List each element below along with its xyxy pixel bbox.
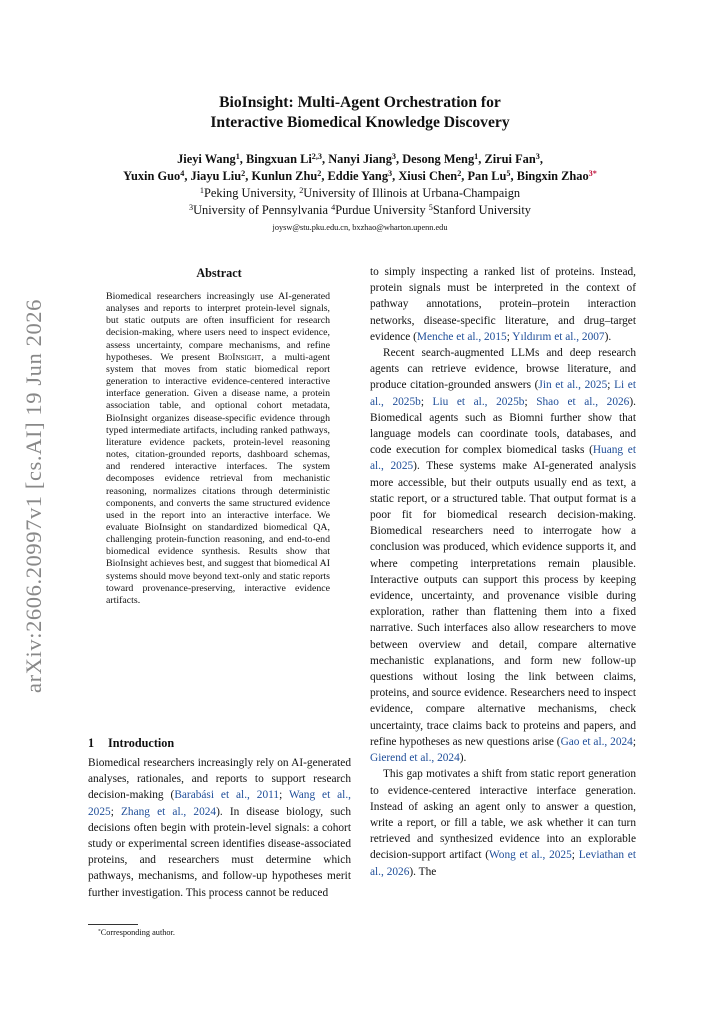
affiliation-name: University of Illinois at Urbana-Champaign [303, 186, 521, 200]
author-line-2: Yuxin Guo$^4$, Jiayu Liu$^2$, Kunlun Zhu$^2$, Eddie Yang$^3$, Xiusi Chen$^2$, Pan Lu$^5$, Bingxin Zhao$^{3*}$ [123, 168, 597, 183]
citation-link[interactable]: Gao et al., 2024 [560, 735, 633, 748]
section-number: 1 [88, 736, 95, 750]
citation-link[interactable]: Shao et al., 2026 [536, 395, 630, 408]
paragraph-text: ; [607, 379, 615, 392]
footnote [98, 927, 350, 938]
author-affiliation-mark: 4 [180, 168, 185, 178]
affiliation-mark: 2 [299, 185, 304, 195]
citation-link[interactable]: Barabási et al., 2011 [174, 789, 280, 802]
paragraph-text: to simply inspecting a ranked list of proteins. Instead, protein signals must be interpreted in the context of pathway annotations, protein–protein interaction networks, disease-specific literature, and drug–target evidence ( [370, 266, 636, 343]
affiliation-mark: 3 [189, 202, 194, 212]
paragraph-text: Biomedical researchers increasingly rely on AI-generated analyses, rationales, and reports to support research decision-making ( [88, 757, 351, 802]
arxiv-identifier-text: arXiv:2606.20997v1 [cs.AI] 19 Jun 2026 [21, 298, 46, 693]
footnote-divider [88, 924, 138, 925]
system-name: BioInsight [218, 351, 262, 363]
author-name: Bingxin Zhao [516, 169, 589, 183]
author-affiliation-mark: 3 [391, 151, 396, 161]
paragraph-text: ). [604, 330, 612, 343]
affiliation-line-2 [100, 202, 620, 219]
right-column [370, 264, 636, 880]
introduction-paragraph-3 [370, 766, 636, 879]
author-name: Yuxin Guo [123, 169, 181, 183]
citation-link[interactable]: Gierend et al., 2024 [370, 752, 460, 765]
affiliation-mark: 1 [199, 185, 204, 195]
author-affiliation-mark: 1 [235, 151, 240, 161]
paragraph-text: ; [524, 395, 537, 408]
author-line-1: Jieyi Wang$^1$, Bingxuan Li$^{2,3}$, Nanyi Jiang$^3$, Desong Meng$^1$, Zirui Fan$^3$, [177, 151, 543, 166]
citation-link[interactable]: Wang et al., 2025 [88, 789, 351, 818]
paragraph-text: Recent search-augmented LLMs and deep research agents can retrieve evidence, browse literature, and produce citation-grounded answers ( [370, 347, 636, 392]
abstract-text: Biomedical researchers increasingly use AI-generated analyses and reports to interpret protein-level signals, but static outputs are often insufficient for research decision-making, where users need to inspect evidence, assess uncertainty, compare mechanisms, and refine hypotheses. We present [106, 291, 330, 363]
author-affiliation-mark: 2 [241, 168, 246, 178]
citation-link[interactable]: Huang et al., 2025 [370, 444, 636, 473]
abstract-body [106, 291, 330, 607]
section-heading-introduction [88, 736, 350, 751]
abstract-heading: Abstract [196, 266, 242, 280]
citation-link[interactable]: Yıldırım et al., 2007 [512, 330, 605, 343]
introduction-paragraph-1-continued [370, 264, 636, 345]
paper-title-line-1: BioInsight: Multi-Agent Orchestration for [219, 94, 501, 111]
section-title: Introduction [108, 736, 175, 750]
corresponding-author-mark: 3* [588, 168, 597, 178]
paragraph-text: This gap motivates a shift from static report generation to evidence-centered interactive interface generation. Instead of asking an agent only to answer a question, write a report, or fill a table, we ask whether it can turn retrieved and synthesized evidence into an explorable decision-support artifact ( [370, 768, 636, 862]
paragraph-text: ). The [409, 865, 437, 878]
author-affiliation-mark: 2 [457, 168, 462, 178]
paragraph-text: ). Biomedical agents such as Biomni further show that language models can coordinate tools, databases, and code execution for complex biomedical tasks ( [370, 395, 636, 457]
affiliation-name: Peking University, [203, 186, 300, 200]
author-affiliation-mark: 2,3 [311, 151, 322, 161]
paragraph-text: ). In disease biology, such decisions often begin with protein-level signals: a cohort study or experimental screen identifies disease-associated proteins, and researchers must determine which pathways, mechanisms, and follow-up hypotheses merit further investigation. This process cannot be reduced [88, 805, 351, 899]
author-affiliation-mark: 3 [388, 168, 393, 178]
author-affiliation-mark: 1 [474, 151, 479, 161]
affiliation-name: University of Pennsylvania [193, 202, 332, 217]
citation-link[interactable]: Wong et al., 2025 [489, 849, 572, 862]
citation-link[interactable]: Li et al., 2025b [370, 379, 636, 408]
paper-title-line-2: Interactive Biomedical Knowledge Discovery [210, 113, 510, 131]
author-list [60, 151, 660, 185]
author-name: Jieyi Wang [177, 152, 236, 166]
paragraph-text: ; [571, 849, 579, 862]
paragraph-text: ; [632, 735, 636, 748]
introduction-paragraph-1 [88, 755, 351, 901]
author-name: Xiusi Chen [398, 169, 458, 183]
paragraph-text: ; [420, 395, 433, 408]
affiliation-mark: 4 [331, 202, 336, 212]
arxiv-identifier-stamp [18, 298, 50, 693]
paragraph-text: ). [459, 752, 467, 765]
paragraph-text: ). These systems make AI-generated analysis more accessible, but their outputs usually end as text, a static report, or a structured table. That output format is a poor fit for biomedical research decision-making. Biomedical researchers need to interrogate how a conclusion was produced, which evidence supports it, and where competing interpretations remain plausible. Interactive outputs can support this process by keeping evidence, uncertainty, and provenance visible during exploration, rather than flattening them into a fixed narrative. Such interfaces also allow researchers to move between overview and detail, compare alternative mechanistic explanations, and form new follow-up questions without losing the link between claims, proteins, and source evidence. Researchers need to inspect evidence, compare alternative mechanisms, check uncertainty, trace claims back to proteins and papers, and refine hypotheses as new questions arise ( [370, 460, 636, 748]
author-name: Zirui Fan [484, 152, 536, 166]
affiliations [100, 185, 620, 218]
paragraph-text: ; [110, 805, 121, 818]
author-name: Bingxuan Li [246, 152, 312, 166]
citation-link[interactable]: Zhang et al., 2024 [120, 805, 217, 818]
contact-email: joysw@stu.pku.edu.cn, bxzhao@wharton.upenn.edu [272, 223, 448, 232]
paragraph-text: ; [279, 789, 289, 802]
affiliation-name: Stanford University [432, 202, 531, 217]
author-affiliation-mark: 3 [535, 151, 540, 161]
author-affiliation-mark: 2 [317, 168, 322, 178]
author-name: Jiayu Liu [190, 169, 242, 183]
author-name: Desong Meng [402, 152, 475, 166]
citation-link[interactable]: Menche et al., 2015 [416, 330, 507, 343]
author-name: Nanyi Jiang [328, 152, 392, 166]
author-name: Eddie Yang [327, 169, 389, 183]
citation-link[interactable]: Leviathan et al., 2026 [370, 849, 636, 878]
affiliation-mark: 5 [428, 202, 433, 212]
author-name: Kunlun Zhu [251, 169, 318, 183]
paper-title [100, 93, 620, 132]
footnote-text: Corresponding author. [100, 928, 175, 937]
citation-link[interactable]: Jin et al., 2025 [538, 379, 608, 392]
author-affiliation-mark: 5 [506, 168, 511, 178]
citation-link[interactable]: Liu et al., 2025b [432, 395, 525, 408]
affiliation-line-1 [100, 185, 620, 202]
paragraph-text: ; [506, 330, 513, 343]
introduction-paragraph-2 [370, 345, 636, 766]
abstract-text: , a multi-agent system that moves from static biomedical report generation to interactive evidence-centered interactive interface generation. Given a disease name, a protein association table, and optional cohort metadata, BioInsight organizes disease-specific evidence through typed intermediate artifacts, including ranked pathways, literature evidence packets, protein-level reasoning notes, citation-grounded reports, dashboard schemas, and rendered interactive interfaces. The system decomposes evidence retrieval from mechanistic reasoning, normalizes citations through deterministic components, and converts the same structured evidence used in the report into an interactive interface. We evaluate BioInsight on standardized biomedical QA, challenging protein-function reasoning, and end-to-end biomedical evidence synthesis. Results show that BioInsight achieves best, and suggest that biomedical AI systems should move beyond text-only and static reports toward provenance-preserving, interactive evidence artifacts. [106, 351, 330, 606]
affiliation-name: Purdue University [335, 202, 429, 217]
footnote-mark: * [98, 928, 101, 935]
author-name: Pan Lu [467, 169, 507, 183]
